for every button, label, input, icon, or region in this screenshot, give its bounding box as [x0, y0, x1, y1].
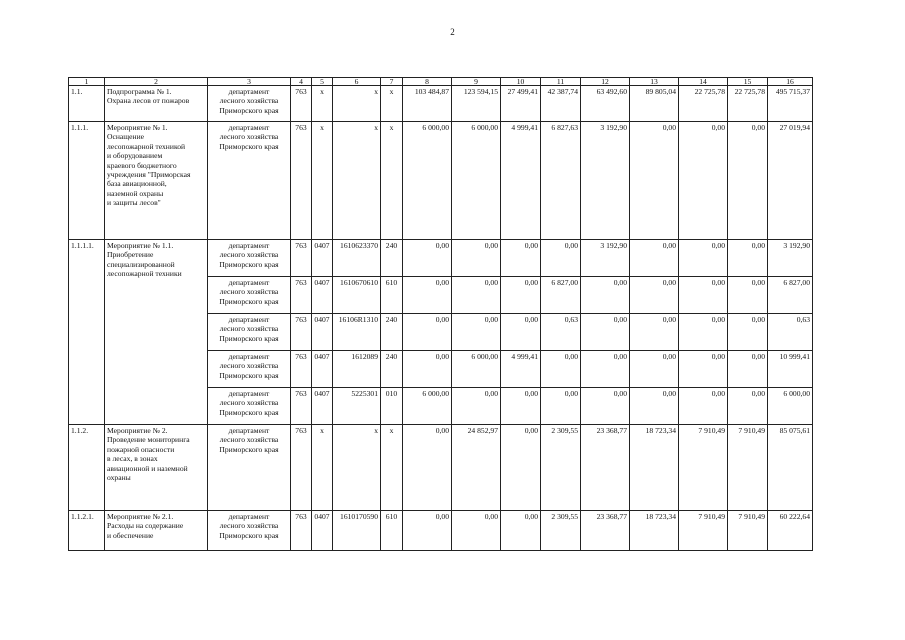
row-value-c10: 0,00 — [501, 240, 541, 277]
row-code-section: х — [312, 122, 333, 240]
row-value-c8: 103 484,87 — [403, 86, 452, 122]
row-value-c13: 89 805,04 — [630, 86, 679, 122]
row-value-c8: 0,00 — [403, 351, 452, 388]
column-header-4: 4 — [291, 78, 312, 86]
row-value-c16: 6 000,00 — [768, 388, 813, 425]
row-value-c15: 7 910,49 — [728, 511, 768, 551]
row-value-c8: 0,00 — [403, 240, 452, 277]
row-value-c11: 42 387,74 — [541, 86, 581, 122]
row-value-c11: 2 309,55 — [541, 425, 581, 511]
budget-table — [68, 77, 813, 551]
row-code-section: 0407 — [312, 511, 333, 551]
row-value-c14: 0,00 — [679, 351, 728, 388]
row-value-c12: 0,00 — [581, 351, 630, 388]
row-code-admin: 763 — [291, 240, 312, 277]
row-value-c13: 18 723,34 — [630, 425, 679, 511]
row-value-c14: 0,00 — [679, 240, 728, 277]
row-value-c13: 0,00 — [630, 314, 679, 351]
row-value-c15: 22 725,78 — [728, 86, 768, 122]
column-header-14: 14 — [679, 78, 728, 86]
row-value-c11: 2 309,55 — [541, 511, 581, 551]
row-code-expense: х — [381, 122, 403, 240]
row-department: департамент лесного хозяйства Приморского края — [208, 511, 291, 551]
row-value-c12: 3 192,90 — [581, 122, 630, 240]
row-value-c16: 85 075,61 — [768, 425, 813, 511]
row-code: 1.1.1.1. — [69, 240, 105, 425]
row-value-c12: 0,00 — [581, 277, 630, 314]
row-value-c8: 6 000,00 — [403, 122, 452, 240]
row-value-c13: 0,00 — [630, 277, 679, 314]
row-value-c16: 495 715,37 — [768, 86, 813, 122]
row-code-expense: 610 — [381, 277, 403, 314]
row-code-admin: 763 — [291, 511, 312, 551]
row-value-c12: 63 492,60 — [581, 86, 630, 122]
row-value-c15: 0,00 — [728, 388, 768, 425]
row-value-c13: 0,00 — [630, 388, 679, 425]
row-code-target: х — [333, 425, 381, 511]
row-department: департамент лесного хозяйства Приморского края — [208, 425, 291, 511]
row-code-expense: х — [381, 86, 403, 122]
row-code-section: 0407 — [312, 351, 333, 388]
row-value-c11: 0,00 — [541, 351, 581, 388]
table-row — [69, 86, 813, 122]
row-value-c11: 6 827,00 — [541, 277, 581, 314]
row-value-c15: 0,00 — [728, 277, 768, 314]
row-code-target: 1612089 — [333, 351, 381, 388]
row-value-c10: 0,00 — [501, 388, 541, 425]
row-code-section: 0407 — [312, 240, 333, 277]
row-code-section: х — [312, 86, 333, 122]
row-code-admin: 763 — [291, 425, 312, 511]
row-name: Мероприятие № 2.1. Расходы на содержание и обеспечение — [105, 511, 208, 551]
row-code-target: 1610623370 — [333, 240, 381, 277]
row-code: 1.1.2.1. — [69, 511, 105, 551]
table-row — [69, 425, 813, 511]
row-code-admin: 763 — [291, 388, 312, 425]
row-code-section: 0407 — [312, 388, 333, 425]
header-row — [69, 78, 813, 86]
row-value-c16: 60 222,64 — [768, 511, 813, 551]
row-code-expense: 240 — [381, 351, 403, 388]
row-value-c10: 0,00 — [501, 314, 541, 351]
column-header-10: 10 — [501, 78, 541, 86]
row-code-admin: 763 — [291, 122, 312, 240]
row-value-c14: 7 910,49 — [679, 511, 728, 551]
row-value-c15: 0,00 — [728, 122, 768, 240]
column-header-5: 5 — [312, 78, 333, 86]
table-row — [69, 511, 813, 551]
row-value-c9: 6 000,00 — [452, 122, 501, 240]
row-code-target: 5225301 — [333, 388, 381, 425]
row-code-expense: 240 — [381, 240, 403, 277]
row-code-expense: 010 — [381, 388, 403, 425]
row-code-target: х — [333, 86, 381, 122]
row-code-expense: 240 — [381, 314, 403, 351]
row-code-target: 1610170590 — [333, 511, 381, 551]
row-value-c8: 0,00 — [403, 425, 452, 511]
row-value-c13: 0,00 — [630, 240, 679, 277]
row-code-admin: 763 — [291, 314, 312, 351]
column-header-2: 2 — [105, 78, 208, 86]
row-value-c14: 22 725,78 — [679, 86, 728, 122]
row-department: департамент лесного хозяйства Приморского края — [208, 351, 291, 388]
row-code-admin: 763 — [291, 86, 312, 122]
column-header-15: 15 — [728, 78, 768, 86]
row-code: 1.1. — [69, 86, 105, 122]
row-value-c11: 6 827,63 — [541, 122, 581, 240]
column-header-11: 11 — [541, 78, 581, 86]
column-header-9: 9 — [452, 78, 501, 86]
row-value-c11: 0,00 — [541, 240, 581, 277]
row-value-c9: 123 594,15 — [452, 86, 501, 122]
column-header-1: 1 — [69, 78, 105, 86]
row-value-c10: 0,00 — [501, 277, 541, 314]
row-value-c8: 6 000,00 — [403, 388, 452, 425]
row-value-c9: 24 852,97 — [452, 425, 501, 511]
row-name: Мероприятие № 1.1. Приобретение специализированной лесопожарной техники — [105, 240, 208, 425]
row-value-c16: 3 192,90 — [768, 240, 813, 277]
row-value-c10: 0,00 — [501, 425, 541, 511]
column-header-12: 12 — [581, 78, 630, 86]
row-name: Подпрограмма № 1. Охрана лесов от пожаров — [105, 86, 208, 122]
row-code-expense: х — [381, 425, 403, 511]
column-header-3: 3 — [208, 78, 291, 86]
row-value-c14: 0,00 — [679, 122, 728, 240]
row-value-c15: 7 910,49 — [728, 425, 768, 511]
row-value-c15: 0,00 — [728, 351, 768, 388]
row-department: департамент лесного хозяйства Приморского края — [208, 122, 291, 240]
row-value-c13: 0,00 — [630, 122, 679, 240]
column-header-13: 13 — [630, 78, 679, 86]
row-value-c10: 4 999,41 — [501, 122, 541, 240]
row-value-c9: 0,00 — [452, 277, 501, 314]
row-department: департамент лесного хозяйства Приморского края — [208, 314, 291, 351]
row-value-c12: 23 368,77 — [581, 425, 630, 511]
row-value-c16: 27 019,94 — [768, 122, 813, 240]
row-value-c14: 0,00 — [679, 314, 728, 351]
row-code: 1.1.2. — [69, 425, 105, 511]
row-value-c16: 6 827,00 — [768, 277, 813, 314]
row-value-c12: 23 368,77 — [581, 511, 630, 551]
row-value-c11: 0,63 — [541, 314, 581, 351]
column-header-6: 6 — [333, 78, 381, 86]
page-number: 2 — [450, 27, 455, 37]
row-code-target: х — [333, 122, 381, 240]
row-value-c9: 0,00 — [452, 511, 501, 551]
row-name: Мероприятие № 2. Проведение мониторинга пожарной опасности в лесах, в зонах авиационной и наземной охраны — [105, 425, 208, 511]
row-value-c8: 0,00 — [403, 511, 452, 551]
column-header-16: 16 — [768, 78, 813, 86]
row-value-c10: 0,00 — [501, 511, 541, 551]
row-code-target: 1610670610 — [333, 277, 381, 314]
row-value-c12: 3 192,90 — [581, 240, 630, 277]
row-value-c14: 0,00 — [679, 277, 728, 314]
row-code-admin: 763 — [291, 277, 312, 314]
row-value-c12: 0,00 — [581, 314, 630, 351]
row-value-c9: 0,00 — [452, 240, 501, 277]
row-code-section: 0407 — [312, 277, 333, 314]
row-value-c14: 0,00 — [679, 388, 728, 425]
row-department: департамент лесного хозяйства Приморского края — [208, 277, 291, 314]
row-value-c10: 4 999,41 — [501, 351, 541, 388]
row-value-c16: 0,63 — [768, 314, 813, 351]
row-value-c9: 0,00 — [452, 314, 501, 351]
row-value-c13: 0,00 — [630, 351, 679, 388]
row-value-c14: 7 910,49 — [679, 425, 728, 511]
column-header-8: 8 — [403, 78, 452, 86]
row-value-c8: 0,00 — [403, 314, 452, 351]
table-row — [69, 240, 813, 277]
row-department: департамент лесного хозяйства Приморского края — [208, 240, 291, 277]
row-value-c15: 0,00 — [728, 314, 768, 351]
column-header-7: 7 — [381, 78, 403, 86]
row-department: департамент лесного хозяйства Приморского края — [208, 388, 291, 425]
row-value-c9: 6 000,00 — [452, 351, 501, 388]
row-code-expense: 610 — [381, 511, 403, 551]
row-department: департамент лесного хозяйства Приморского края — [208, 86, 291, 122]
row-name: Мероприятие № 1. Оснащение лесопожарной техникой и оборудованием краевого бюджетного учреждения "Приморская база авиационной, наземной охраны и защиты лесов" — [105, 122, 208, 240]
row-code-target: 16106R1310 — [333, 314, 381, 351]
row-value-c11: 0,00 — [541, 388, 581, 425]
row-value-c9: 0,00 — [452, 388, 501, 425]
row-value-c12: 0,00 — [581, 388, 630, 425]
row-code-section: 0407 — [312, 314, 333, 351]
row-code-section: х — [312, 425, 333, 511]
row-value-c10: 27 499,41 — [501, 86, 541, 122]
row-code-admin: 763 — [291, 351, 312, 388]
table-row — [69, 122, 813, 240]
row-value-c16: 10 999,41 — [768, 351, 813, 388]
row-code: 1.1.1. — [69, 122, 105, 240]
row-value-c13: 18 723,34 — [630, 511, 679, 551]
row-value-c8: 0,00 — [403, 277, 452, 314]
row-value-c15: 0,00 — [728, 240, 768, 277]
